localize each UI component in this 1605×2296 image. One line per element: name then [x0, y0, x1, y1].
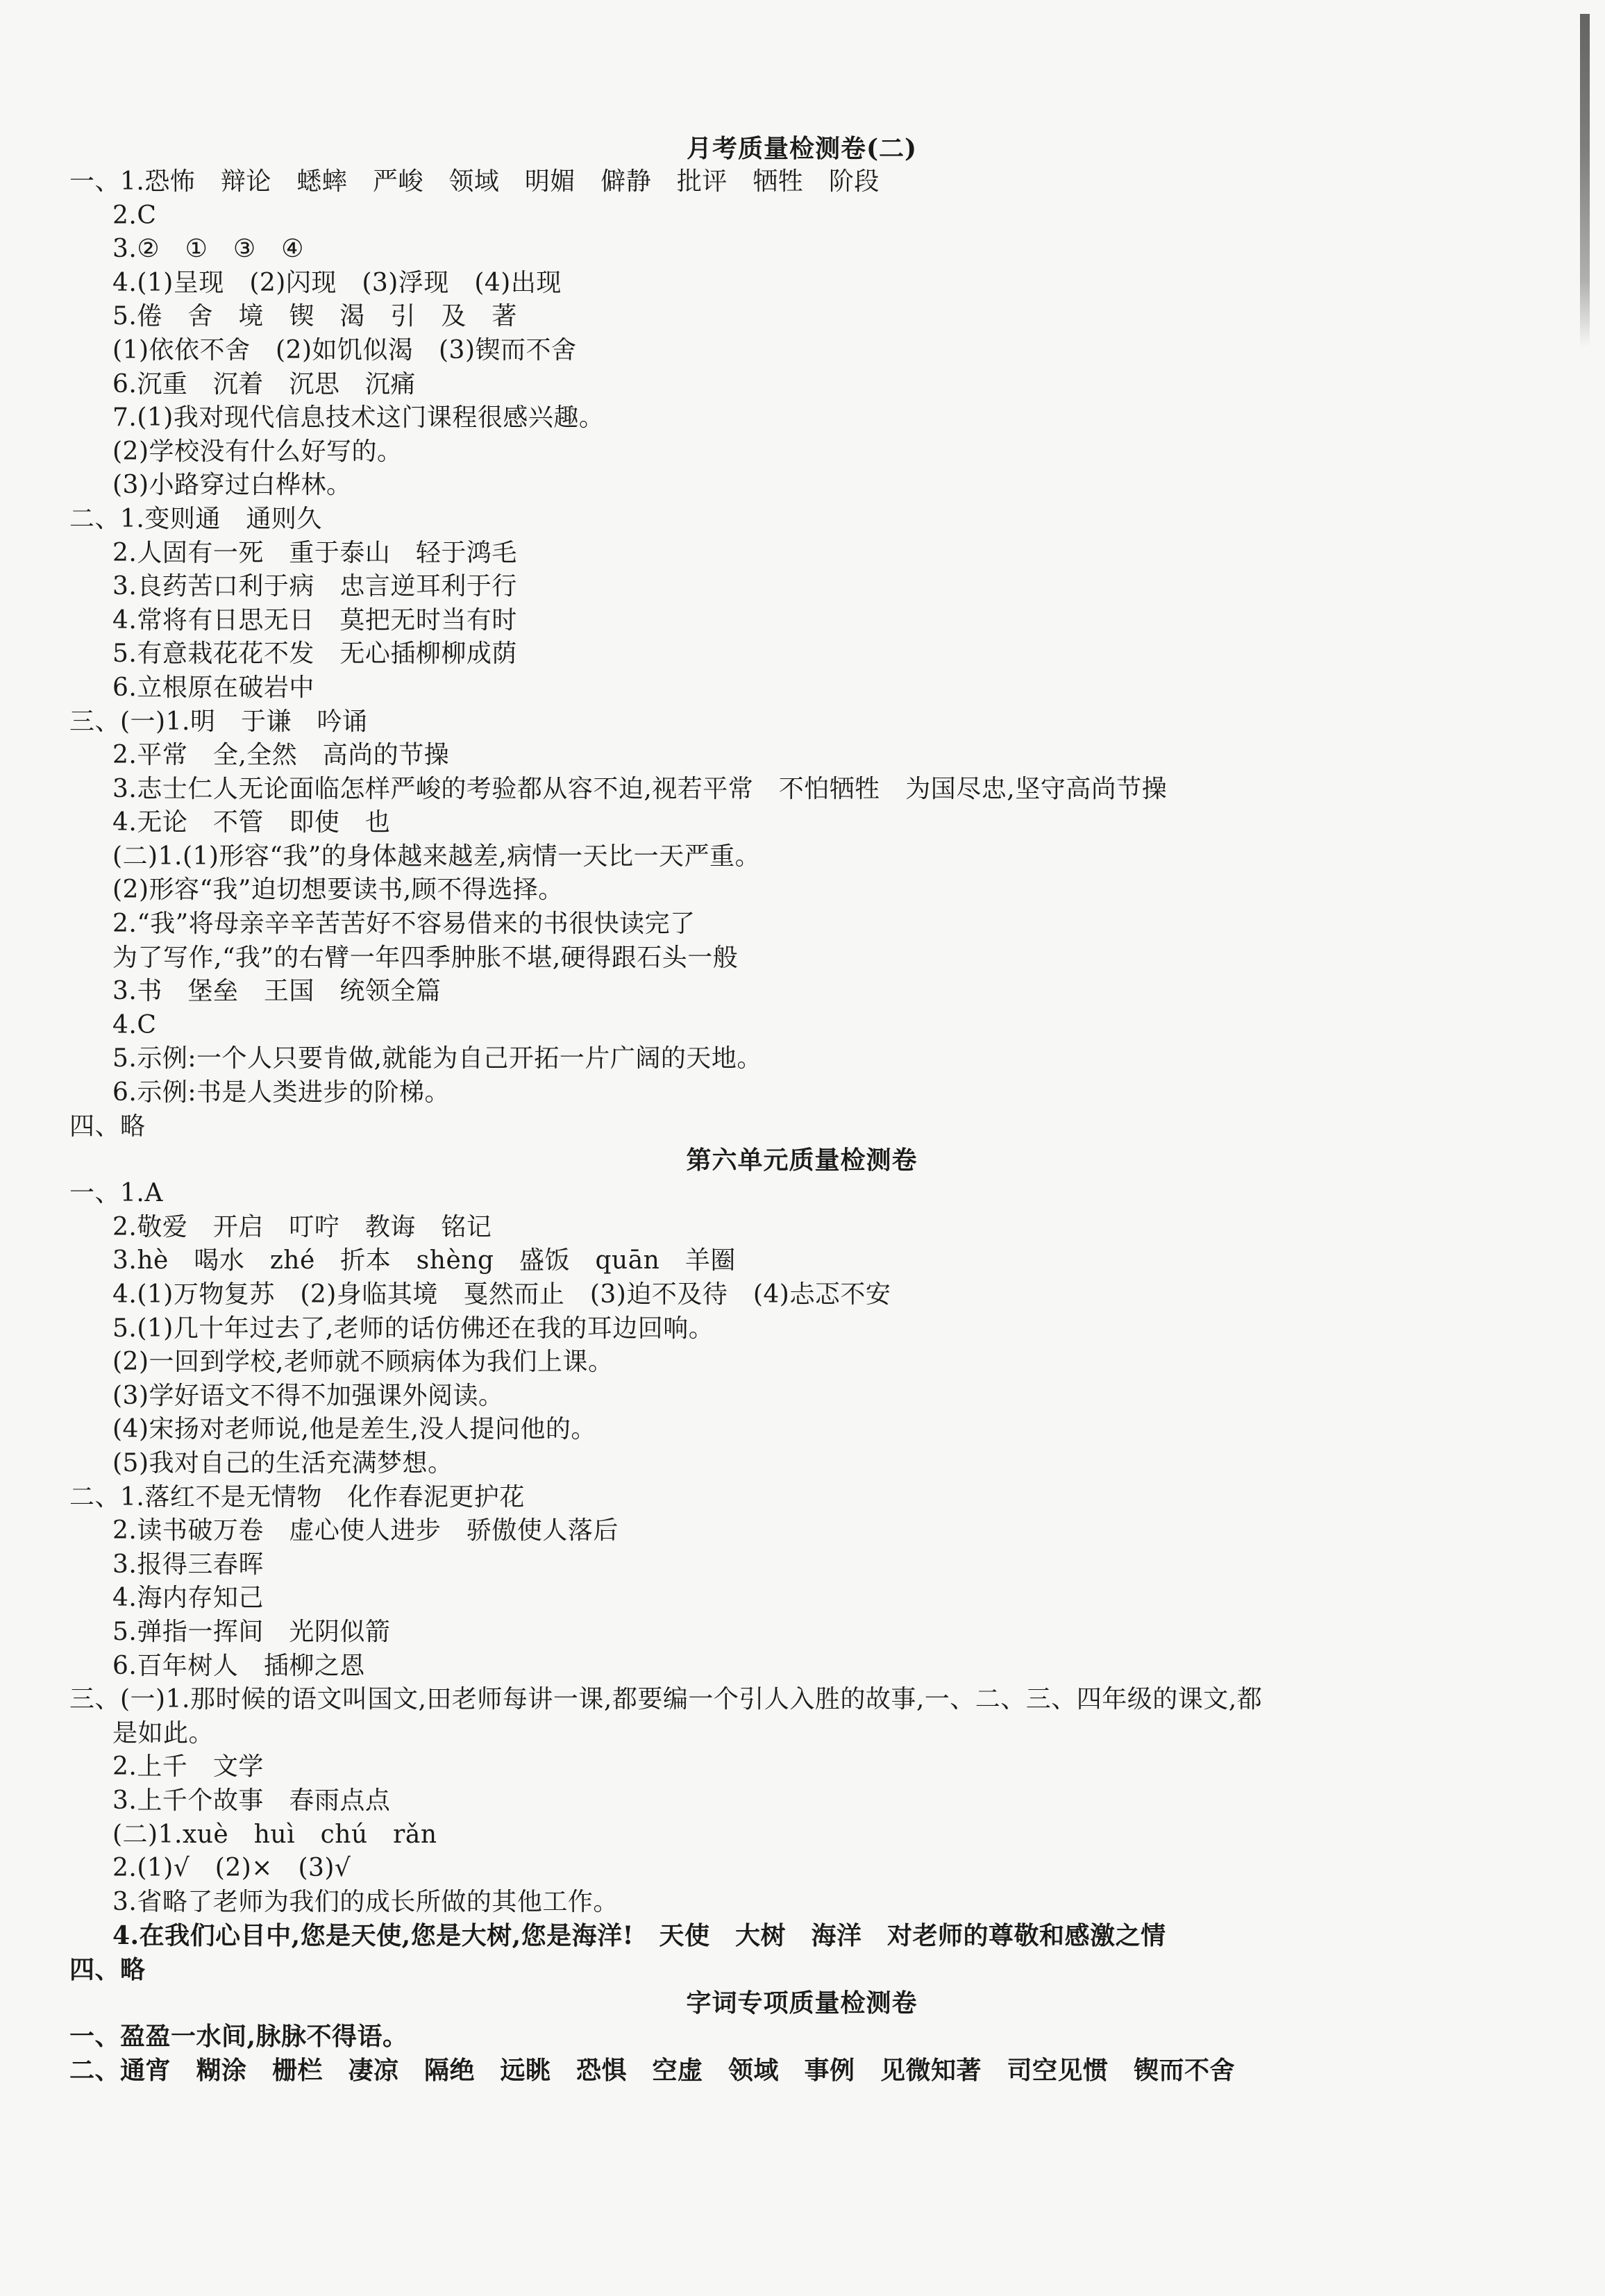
answer-line: 5.有意栽花花不发 无心插柳柳成荫 [112, 639, 517, 669]
answer-line: 3.报得三春晖 [112, 1550, 264, 1579]
answer-line: 为了写作,“我”的右臂一年四季肿胀不堪,硬得跟石头一般 [112, 943, 739, 972]
answer-page [69, 132, 1534, 2088]
answer-line: 4.C [112, 1010, 157, 1039]
answer-line: 5.示例:一个人只要肯做,就能为自己开拓一片广阔的天地。 [112, 1044, 762, 1073]
answer-line: (1)依依不舍 (2)如饥似渴 (3)锲而不舍 [112, 335, 577, 364]
answer-line: (5)我对自己的生活充满梦想。 [112, 1448, 453, 1477]
answer-line: 3.书 堡垒 王国 统领全篇 [112, 977, 442, 1006]
answer-line: 7.(1)我对现代信息技术这门课程很感兴趣。 [112, 403, 605, 433]
section-body [69, 1177, 1534, 1986]
answer-line: (二)1.(1)形容“我”的身体越来越差,病情一天比一天严重。 [112, 841, 761, 871]
answer-line: (2)形容“我”迫切想要读书,顾不得选择。 [112, 875, 564, 905]
section-body [69, 165, 1534, 1143]
answer-line: 6.立根原在破岩中 [112, 673, 314, 702]
answer-line: 3.② ① ③ ④ [112, 235, 304, 264]
answer-line: 一、1.A [69, 1179, 163, 1208]
section-body [69, 2020, 1534, 2087]
answer-line: 二、通宵 糊涂 栅栏 凄凉 隔绝 远眺 恐惧 空虚 领域 事例 见微知著 司空见惯 锲而不舍 [69, 2056, 1236, 2086]
answer-line: (2)学校没有什么好写的。 [112, 437, 403, 466]
answer-line: 2.平常 全,全然 高尚的节操 [112, 741, 450, 770]
answer-line: 4.海内存知己 [112, 1584, 264, 1613]
answer-line: 二、1.落红不是无情物 化作春泥更护花 [69, 1482, 525, 1511]
answer-line: 3.志士仁人无论面临怎样严峻的考验都从容不迫,视若平常 不怕牺牲 为国尽忠,坚守高尚节操 [112, 774, 1168, 803]
answer-line: 6.示例:书是人类进步的阶梯。 [112, 1078, 450, 1107]
answer-line: 4.无论 不管 即使 也 [112, 808, 391, 837]
answer-line: 5.弹指一挥间 光阴似箭 [112, 1617, 391, 1646]
answer-line: 2.读书破万卷 虚心使人进步 骄傲使人落后 [112, 1516, 619, 1545]
answer-line: 4.(1)万物复苏 (2)身临其境 戛然而止 (3)迫不及待 (4)忐忑不安 [112, 1280, 891, 1309]
scan-edge-shadow [1580, 14, 1590, 347]
answer-line: 三、(一)1.明 于谦 吟诵 [69, 707, 368, 736]
answer-line: (4)宋扬对老师说,他是差生,没人提问他的。 [112, 1415, 596, 1444]
answer-line: 6.沉重 沉着 沉思 沉痛 [112, 369, 416, 399]
answer-line: 2.C [112, 201, 157, 230]
answer-line: 4.(1)呈现 (2)闪现 (3)浮现 (4)出现 [112, 268, 562, 297]
answer-line: 4.常将有日思无日 莫把无时当有时 [112, 605, 517, 635]
answer-line: 是如此。 [112, 1718, 215, 1748]
answer-line: 四、略 [69, 1112, 146, 1141]
answer-line: 四、略 [69, 1954, 146, 1984]
answer-line: 5.(1)几十年过去了,老师的话仿佛还在我的耳边回响。 [112, 1314, 714, 1343]
answer-line: 三、(一)1.那时候的语文叫国文,田老师每讲一课,都要编一个引人入胜的故事,一、二、三、四年级的课文,都 [69, 1685, 1263, 1714]
answer-line: (3)小路穿过白桦林。 [112, 471, 352, 500]
answer-line: 一、盈盈一水间,脉脉不得语。 [69, 2022, 408, 2052]
answer-line: 2.(1)√ (2)× (3)√ [112, 1854, 351, 1883]
answer-line: 2.人固有一死 重于泰山 轻于鸿毛 [112, 538, 517, 567]
answer-line: 2.“我”将母亲辛辛苦苦好不容易借来的书很快读完了 [112, 910, 696, 939]
answer-line: (2)一回到学校,老师就不顾病体为我们上课。 [112, 1348, 614, 1377]
section-title: 字词专项质量检测卷 [686, 1988, 918, 2018]
answer-line: 3.hè 喝水 zhé 折本 shèng 盛饭 quān 羊圈 [112, 1246, 736, 1275]
section-title: 月考质量检测卷(二) [686, 134, 918, 163]
answer-line: 3.上千个故事 春雨点点 [112, 1786, 391, 1815]
answer-line: 4.在我们心目中,您是天使,您是大树,您是海洋! 天使 大树 海洋 对老师的尊敬和感激之情 [112, 1921, 1166, 1951]
answer-line: 2.上千 文学 [112, 1752, 264, 1782]
answer-line: 二、1.变则通 通则久 [69, 504, 322, 533]
answer-line: 6.百年树人 插柳之恩 [112, 1651, 365, 1680]
answer-line: (二)1.xuè huì chú rǎn [112, 1820, 437, 1849]
answer-line: 3.省略了老师为我们的成长所做的其他工作。 [112, 1887, 619, 1916]
answer-line: (3)学好语文不得不加强课外阅读。 [112, 1381, 504, 1410]
answer-line: 一、1.恐怖 辩论 蟋蟀 严峻 领域 明媚 僻静 批评 牺牲 阶段 [69, 167, 880, 196]
section-title: 第六单元质量检测卷 [686, 1146, 918, 1175]
answer-line: 3.良药苦口利于病 忠言逆耳利于行 [112, 572, 517, 601]
answer-line: 5.倦 舍 境 锲 渴 引 及 著 [112, 302, 517, 331]
answer-line: 2.敬爱 开启 叮咛 教诲 铭记 [112, 1212, 492, 1241]
